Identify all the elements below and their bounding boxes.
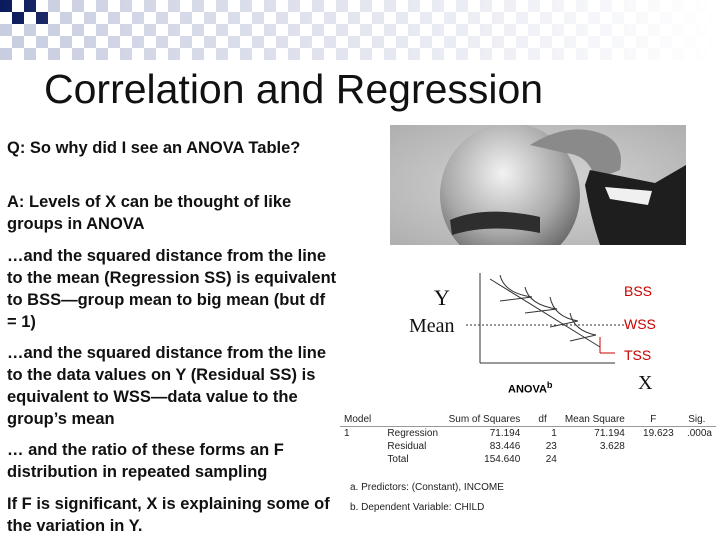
anova-output [336, 378, 716, 528]
cell-source: Regression [387, 428, 439, 439]
normal-curve [525, 287, 557, 313]
slide-title: Correlation and Regression [44, 66, 544, 112]
cell-ss: 71.194 [489, 428, 521, 439]
table-row [340, 440, 716, 453]
footnote-predictors: a. Predictors: (Constant), INCOME [350, 482, 504, 493]
cell-source: Total [387, 454, 409, 465]
anova-table [340, 404, 716, 466]
bss-label: BSS [624, 283, 653, 299]
cell-df: 24 [545, 454, 557, 465]
cell-df: 1 [551, 428, 557, 439]
table-row [340, 427, 716, 441]
x-axis-label: X [638, 372, 653, 394]
header-df: df [524, 404, 561, 427]
regression-diagram [400, 265, 710, 395]
wss-label: WSS [624, 316, 656, 332]
cell-f [629, 440, 678, 453]
cell-sig: .000a [686, 428, 712, 439]
cell-df: 23 [545, 441, 557, 452]
cell-sig [678, 453, 716, 466]
cell-sig [678, 440, 716, 453]
cell-ss: 154.640 [484, 454, 521, 465]
tss-label: TSS [624, 347, 652, 363]
f-ratio-text: … and the ratio of these forms an F distribution in repeated sampling [7, 441, 284, 481]
answer-text: A: Levels of X can be thought of like groups in ANOVA [7, 193, 292, 233]
anova-title [508, 380, 553, 396]
cell-model [340, 453, 383, 466]
checkered-header-decoration [0, 0, 720, 60]
thinking-man-photo [390, 125, 686, 245]
anova-title-sup: b [546, 380, 553, 390]
cell-ms: 71.194 [594, 428, 625, 439]
y-axis-label: Y [434, 285, 450, 310]
regression-ss-text: …and the squared distance from the line to the mean (Regression SS) is equivalent to BSS—group mean to big mean (but df = 1) [7, 247, 337, 331]
mean-label: Mean [409, 315, 455, 337]
cell-model: 1 [344, 428, 350, 439]
header-f: F [629, 404, 678, 427]
cell-ms: 3.628 [599, 441, 625, 452]
regression-line [490, 279, 600, 347]
header-source [383, 404, 444, 427]
f-significance-text: If F is significant, X is explaining some of the variation in Y. [7, 495, 330, 535]
cell-ss: 83.446 [489, 441, 521, 452]
cell-model [340, 440, 383, 453]
footnote-dependent: b. Dependent Variable: CHILD [350, 502, 485, 513]
header-model: Model [340, 404, 383, 427]
anova-title-text: ANOVA [508, 383, 547, 396]
residual-ss-text: …and the squared distance from the line to the data values on Y (Residual SS) is equivalent to WSS—data value to the group’s mean [7, 344, 327, 428]
anova-header-row [340, 404, 716, 427]
cell-ms [561, 453, 629, 466]
header-sum-of-squares: Sum of Squares [445, 404, 525, 427]
table-row [340, 453, 716, 466]
cell-f [629, 453, 678, 466]
cell-f: 19.623 [643, 428, 674, 439]
cell-source: Residual [387, 441, 427, 452]
question-text: Q: So why did I see an ANOVA Table? [7, 139, 301, 157]
normal-curves [500, 275, 596, 341]
header-mean-square: Mean Square [561, 404, 629, 427]
header-sig: Sig. [678, 404, 716, 427]
